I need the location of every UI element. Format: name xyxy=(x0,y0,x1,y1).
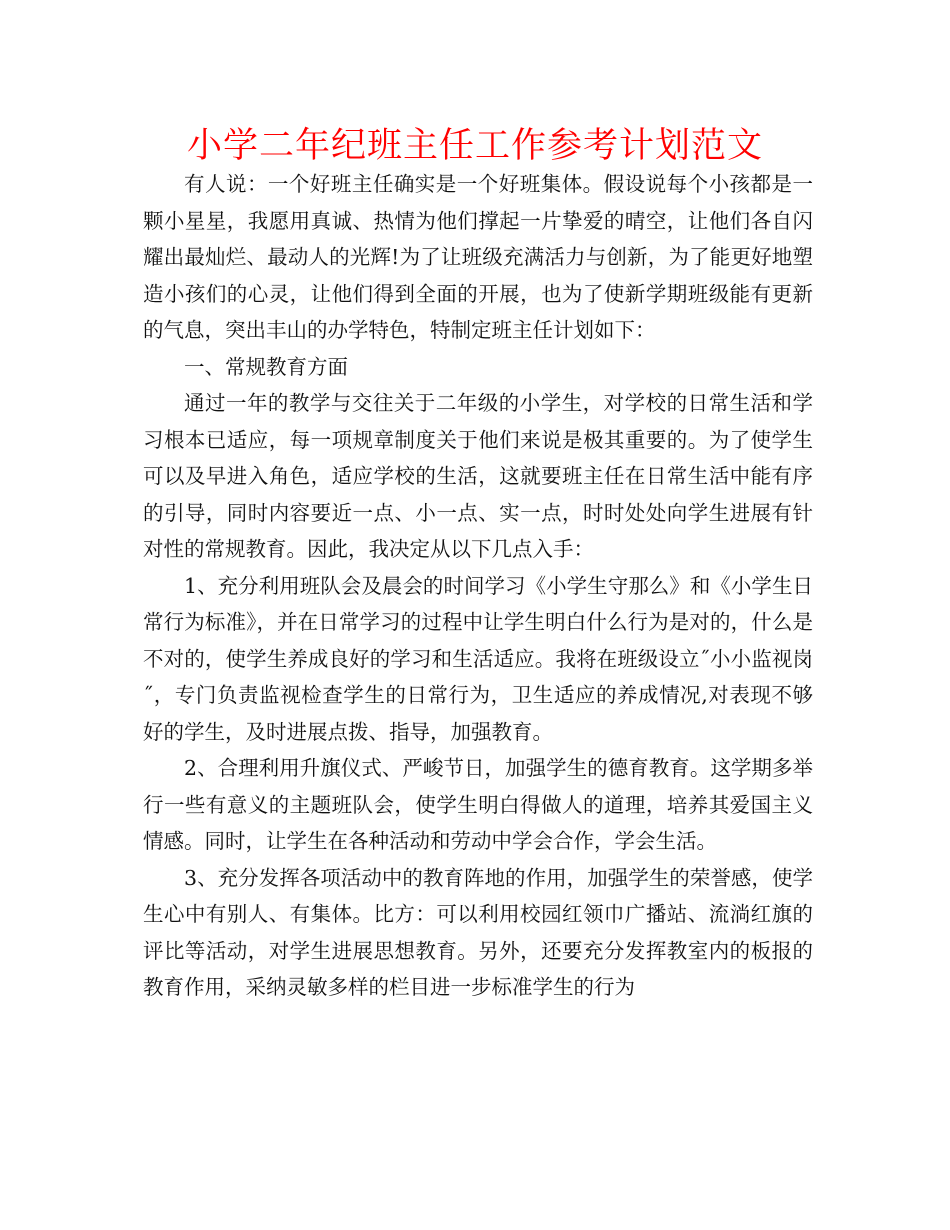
section-heading: 一、常规教育方面 xyxy=(184,354,348,379)
document-title: 小学二年纪班主任工作参考计划范文 xyxy=(186,126,763,166)
intro-paragraph: 有人说：一个好班主任确实是一个好班集体。假设说每个小孩都是一颗小星星，我愿用真诚、热情为他们撑起一片挚爱的晴空，让他们各自闪耀出最灿烂、最动人的光辉!为了让班级充满活力与创新，为了能更好地塑造小孩们的心灵，让他们得到全面的开展，也为了使新学期班级能有更新的气息，突出丰山的办学特色，特制定班主任计划如下： xyxy=(143,172,813,342)
list-paragraph-1: 1、充分利用班队会及晨会的时间学习《小学生守那么》和《小学生日常行为标准》，并在日常学习的过程中让学生明白什么行为是对的，什么是不对的，使学生养成良好的学习和生活适应。我将在班级设立˝小小监视岗˝，专门负责监视检查学生的日常行为，卫生适应的养成情况,对表现不够好的学生，及时进展点拨、指导，加强教育。 xyxy=(143,573,813,744)
document-body xyxy=(143,166,813,1006)
list-paragraph-3: 3、充分发挥各项活动中的教育阵地的作用，加强学生的荣誉感，使学生心中有别人、有集体。比方：可以利用校园红领巾广播站、流淌红旗的评比等活动，对学生进展思想教育。另外，还要充分发挥教室内的板报的教育作用，采纳灵敏多样的栏目进一步标准学生的行为 xyxy=(143,865,813,999)
list-paragraph-2: 2、合理利用升旗仪式、严峻节日，加强学生的德育教育。这学期多举行一些有意义的主题班队会，使学生明白得做人的道理，培养其爱国主义情感。同时，让学生在各种活动和劳动中学会合作，学会生活。 xyxy=(143,756,813,853)
body-paragraph: 通过一年的教学与交往关于二年级的小学生，对学校的日常生活和学习根本已适应，每一项规章制度关于他们来说是极其重要的。为了使学生可以及早进入角色，适应学校的生活，这就要班主任在日常生活中能有序的引导，同时内容要近一点、小一点、实一点，时时处处向学生进展有针对性的常规教育。因此，我决定从以下几点入手： xyxy=(143,391,813,561)
